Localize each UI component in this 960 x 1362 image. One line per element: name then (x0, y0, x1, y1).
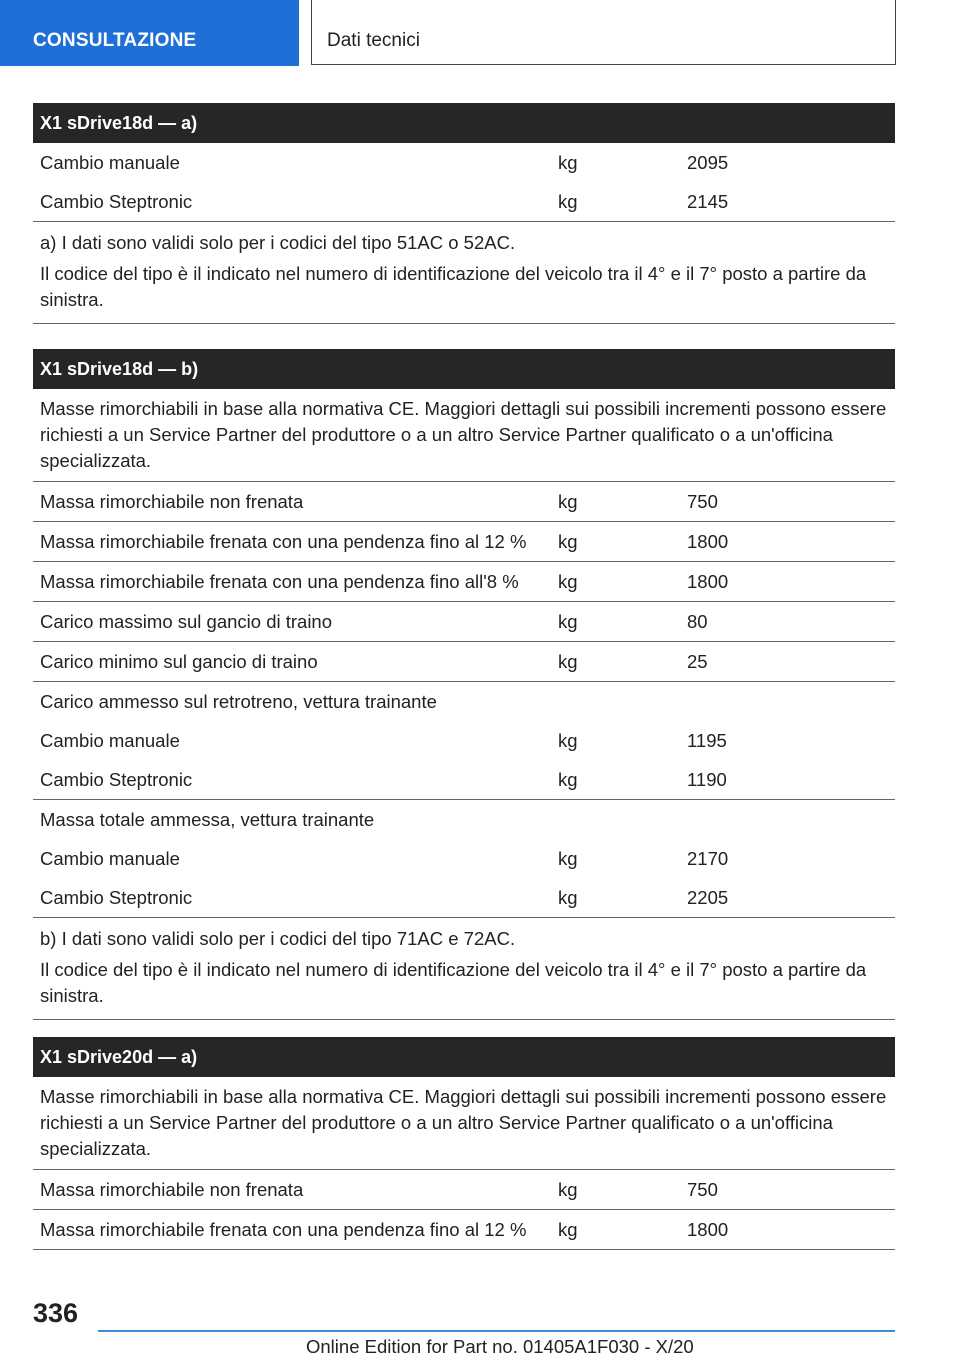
row-unit: kg (558, 769, 578, 790)
row-unit: kg (558, 1179, 578, 1200)
row-label: Cambio Steptronic (40, 887, 193, 908)
table-row (33, 482, 895, 522)
row-label: Massa rimorchiabile frenata con una pendenza fino al 12 % (40, 1219, 527, 1240)
row-unit: kg (558, 651, 578, 672)
row-label: Carico ammesso sul retrotreno, vettura trainante (40, 691, 437, 712)
row-label: Massa totale ammessa, vettura trainante (40, 809, 375, 830)
row-unit: kg (558, 848, 578, 869)
footnote (33, 918, 895, 1020)
row-unit: kg (558, 571, 578, 592)
row-label: Carico massimo sul gancio di traino (40, 611, 333, 632)
row-value: 1195 (687, 730, 727, 751)
row-label: Massa rimorchiabile frenata con una pendenza fino al 12 % (40, 531, 527, 552)
row-unit: kg (558, 887, 578, 908)
footnote (33, 222, 895, 324)
footnote-text: Il codice del tipo è il indicato nel numero di identificazione del veicolo tra il 4° e il 7° posto a partire da sinistra. (40, 263, 867, 310)
row-value: 1800 (687, 1219, 729, 1240)
row-value: 1800 (687, 571, 729, 592)
section-tab[interactable]: CONSULTAZIONE (0, 0, 299, 66)
table-row (33, 800, 895, 839)
footer-divider (98, 1330, 895, 1332)
row-unit: kg (558, 730, 578, 751)
row-label: Cambio manuale (40, 848, 180, 869)
row-label: Cambio Steptronic (40, 769, 193, 790)
table-intro: Masse rimorchiabili in base alla normativa CE. Maggiori dettagli sui possibili incrementi possono essere richiesti a un Service Partner del produttore o a un altro Service Partner qualificato o a un'officina specializzata. (33, 1077, 895, 1170)
row-unit: kg (558, 152, 578, 173)
row-value: 1800 (687, 531, 729, 552)
table-row (33, 878, 895, 918)
table-row (33, 642, 895, 682)
row-label: Carico minimo sul gancio di traino (40, 651, 318, 672)
footnote-text: a) I dati sono validi solo per i codici del tipo 51AC o 52AC. (40, 232, 516, 253)
row-value: 80 (687, 611, 708, 632)
row-value: 2170 (687, 848, 729, 869)
table-title: X1 sDrive18d — a) (33, 103, 895, 143)
row-value: 750 (687, 1179, 718, 1200)
table-row (33, 721, 895, 760)
table-intro: Masse rimorchiabili in base alla normativa CE. Maggiori dettagli sui possibili incrementi possono essere richiesti a un Service Partner del produttore o a un altro Service Partner qualificato o a un'officina specializzata. (33, 389, 895, 482)
footnote-text: b) I dati sono validi solo per i codici del tipo 71AC e 72AC. (40, 928, 516, 949)
page-number: 336 (33, 1298, 79, 1328)
row-label: Massa rimorchiabile non frenata (40, 1179, 304, 1200)
row-value: 2145 (687, 191, 729, 212)
table-x1-sdrive20d-a (33, 1037, 895, 1250)
row-value: 2205 (687, 887, 729, 908)
row-label: Cambio manuale (40, 730, 180, 751)
row-label: Massa rimorchiabile frenata con una pendenza fino all'8 % (40, 571, 519, 592)
table-row (33, 839, 895, 878)
table-row (33, 562, 895, 602)
table-row (33, 1210, 895, 1250)
table-row (33, 522, 895, 562)
row-unit: kg (558, 191, 578, 212)
row-unit: kg (558, 1219, 578, 1240)
table-row (33, 760, 895, 800)
table-row (33, 182, 895, 222)
row-value: 750 (687, 491, 718, 512)
table-title: X1 sDrive18d — b) (33, 349, 895, 389)
table-x1-sdrive18d-a (33, 103, 895, 324)
row-value: 1190 (687, 769, 727, 790)
row-value: 25 (687, 651, 708, 672)
table-row (33, 602, 895, 642)
table-row (33, 143, 895, 182)
table-title: X1 sDrive20d — a) (33, 1037, 895, 1077)
row-label: Cambio manuale (40, 152, 180, 173)
row-label: Massa rimorchiabile non frenata (40, 491, 304, 512)
row-value: 2095 (687, 152, 729, 173)
table-row (33, 1170, 895, 1210)
table-x1-sdrive18d-b (33, 349, 895, 1020)
row-unit: kg (558, 531, 578, 552)
page-title: Dati tecnici (311, 0, 896, 65)
row-unit: kg (558, 491, 578, 512)
row-unit: kg (558, 611, 578, 632)
row-label: Cambio Steptronic (40, 191, 193, 212)
table-row (33, 682, 895, 721)
footnote-text: Il codice del tipo è il indicato nel numero di identificazione del veicolo tra il 4° e il 7° posto a partire da sinistra. (40, 959, 867, 1006)
footer-edition: Online Edition for Part no. 01405A1F030 - X/20 (306, 1336, 694, 1357)
